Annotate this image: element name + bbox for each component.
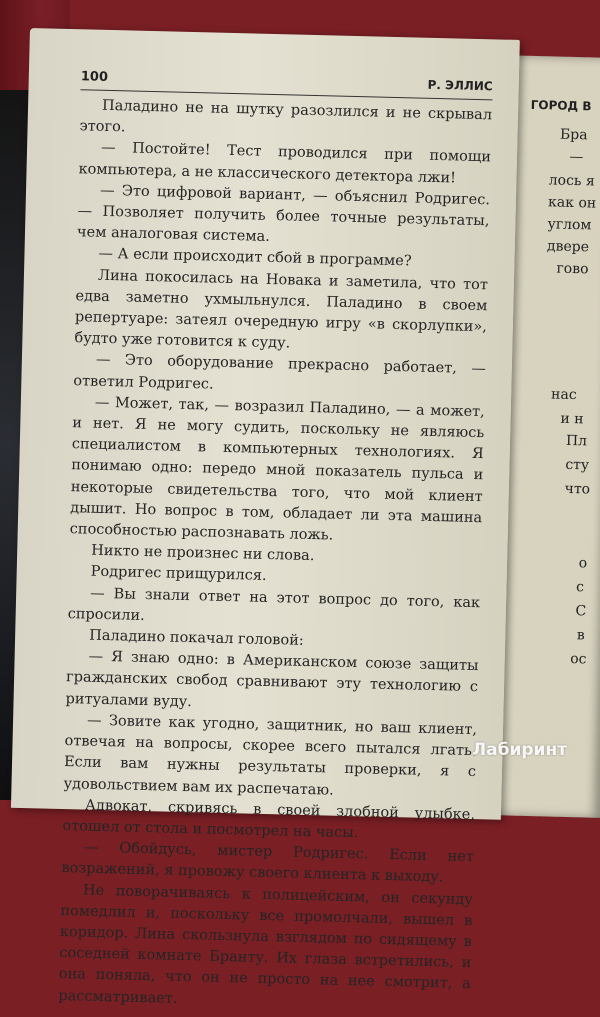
right-page-fragment: двере: [546, 238, 590, 256]
paragraph: Никто не произнес ни слова.: [91, 542, 315, 565]
paragraph: — А если происходит сбой в программе?: [98, 246, 412, 270]
paragraph: — Это цифровой вариант, — объяснил Родригес. — Позволяет получить более точные результаты, чем аналоговая система.: [76, 182, 491, 246]
paragraph: — Может, так, — возразил Паладино, — а может, и нет. Я не могу судить, поскольку не являюсь специалистом в компьютерных технологиях. Я понимаю одно: передо мной показатель пульса и некоторые свидетельства того, что мой клиент дышит. Но вопрос в том, обладает ли эта машина способностью распознавать ложь.: [69, 394, 485, 544]
paragraph: — Вы знали ответ на этот вопрос до того, как спросили.: [67, 585, 481, 624]
right-page-fragment: что: [564, 480, 591, 498]
body-text: [58, 95, 492, 1017]
paragraph: Лина покосилась на Новака и заметила, что тот едва заметно ухмыльнулся. Паладино в своем репертуаре: затеял очередную игру «в скорлупки», будто уже готовится к суду.: [74, 267, 489, 352]
right-page-fragment: в: [576, 627, 585, 644]
page-header: [80, 69, 492, 100]
right-page-fragment: гово: [556, 260, 589, 278]
right-page-fragment: с: [575, 579, 585, 596]
page-number: 100: [80, 69, 109, 85]
paragraph: Родригес прищурился.: [90, 564, 267, 585]
running-head-author: Р. ЭЛЛИС: [427, 77, 493, 94]
right-page-fragment: как он: [547, 194, 597, 212]
paragraph: — Зовите как угодно, защитник, но ваш клиент, отвечая на вопросы, скорее всего пытался лгать. Если вам нужны результаты проверки, я с удовольствием вам их распечатаю.: [63, 712, 478, 799]
right-page-header: ГОРОД В: [530, 97, 592, 114]
right-page-fragment: нас: [550, 386, 577, 404]
right-page-fragment: С: [575, 603, 587, 620]
paragraph: — Постойте! Тест проводился при помощи компьютера, а не классического детектора лжи!: [78, 140, 492, 187]
paragraph: Паладино не на шутку разозлился и не скрывал этого.: [79, 97, 493, 136]
paragraph: — Обойдусь, мистер Родригес. Если нет возражений, я провожу своего клиента к выходу.: [61, 839, 475, 886]
paragraph: Паладино покачал головой:: [88, 627, 304, 649]
paragraph: — Это оборудование прекрасно работает, — ответил Родригес.: [73, 352, 486, 393]
right-page-fragment: Пл: [565, 432, 588, 450]
right-page-fragment: сту: [565, 456, 590, 474]
right-page-fragment: ос: [570, 651, 587, 668]
paragraph: — Я знаю одно: в Американском союзе защиты гражданских свобод сравнивают эту технологию с ритуалами вуду.: [65, 648, 479, 710]
book-page: [11, 28, 520, 1007]
right-page-fragment: Бра: [559, 126, 588, 144]
watermark-label: Лабиринт: [472, 740, 568, 760]
right-page-fragment: углом: [547, 216, 592, 234]
right-page-fragment: лось я: [548, 172, 596, 190]
paragraph: Адвокат, скривясь в своей злобной улыбке, отошел от стола и посмотрел на часы.: [62, 797, 476, 842]
right-page-fragment: —: [569, 148, 584, 166]
paragraph: Не поворачиваясь к полицейским, он секунду помедлил и, поскольку все промолчали, вышел в коридор. Лина скользнула взглядом по сидящему в соседней комнате Бранту. Их глаза встретились, и она поняла, что он не просто на нее смотрит, а рассматривает.: [58, 882, 474, 1007]
right-page-fragment: о: [578, 555, 588, 572]
right-page-fragment: и н: [560, 410, 584, 428]
